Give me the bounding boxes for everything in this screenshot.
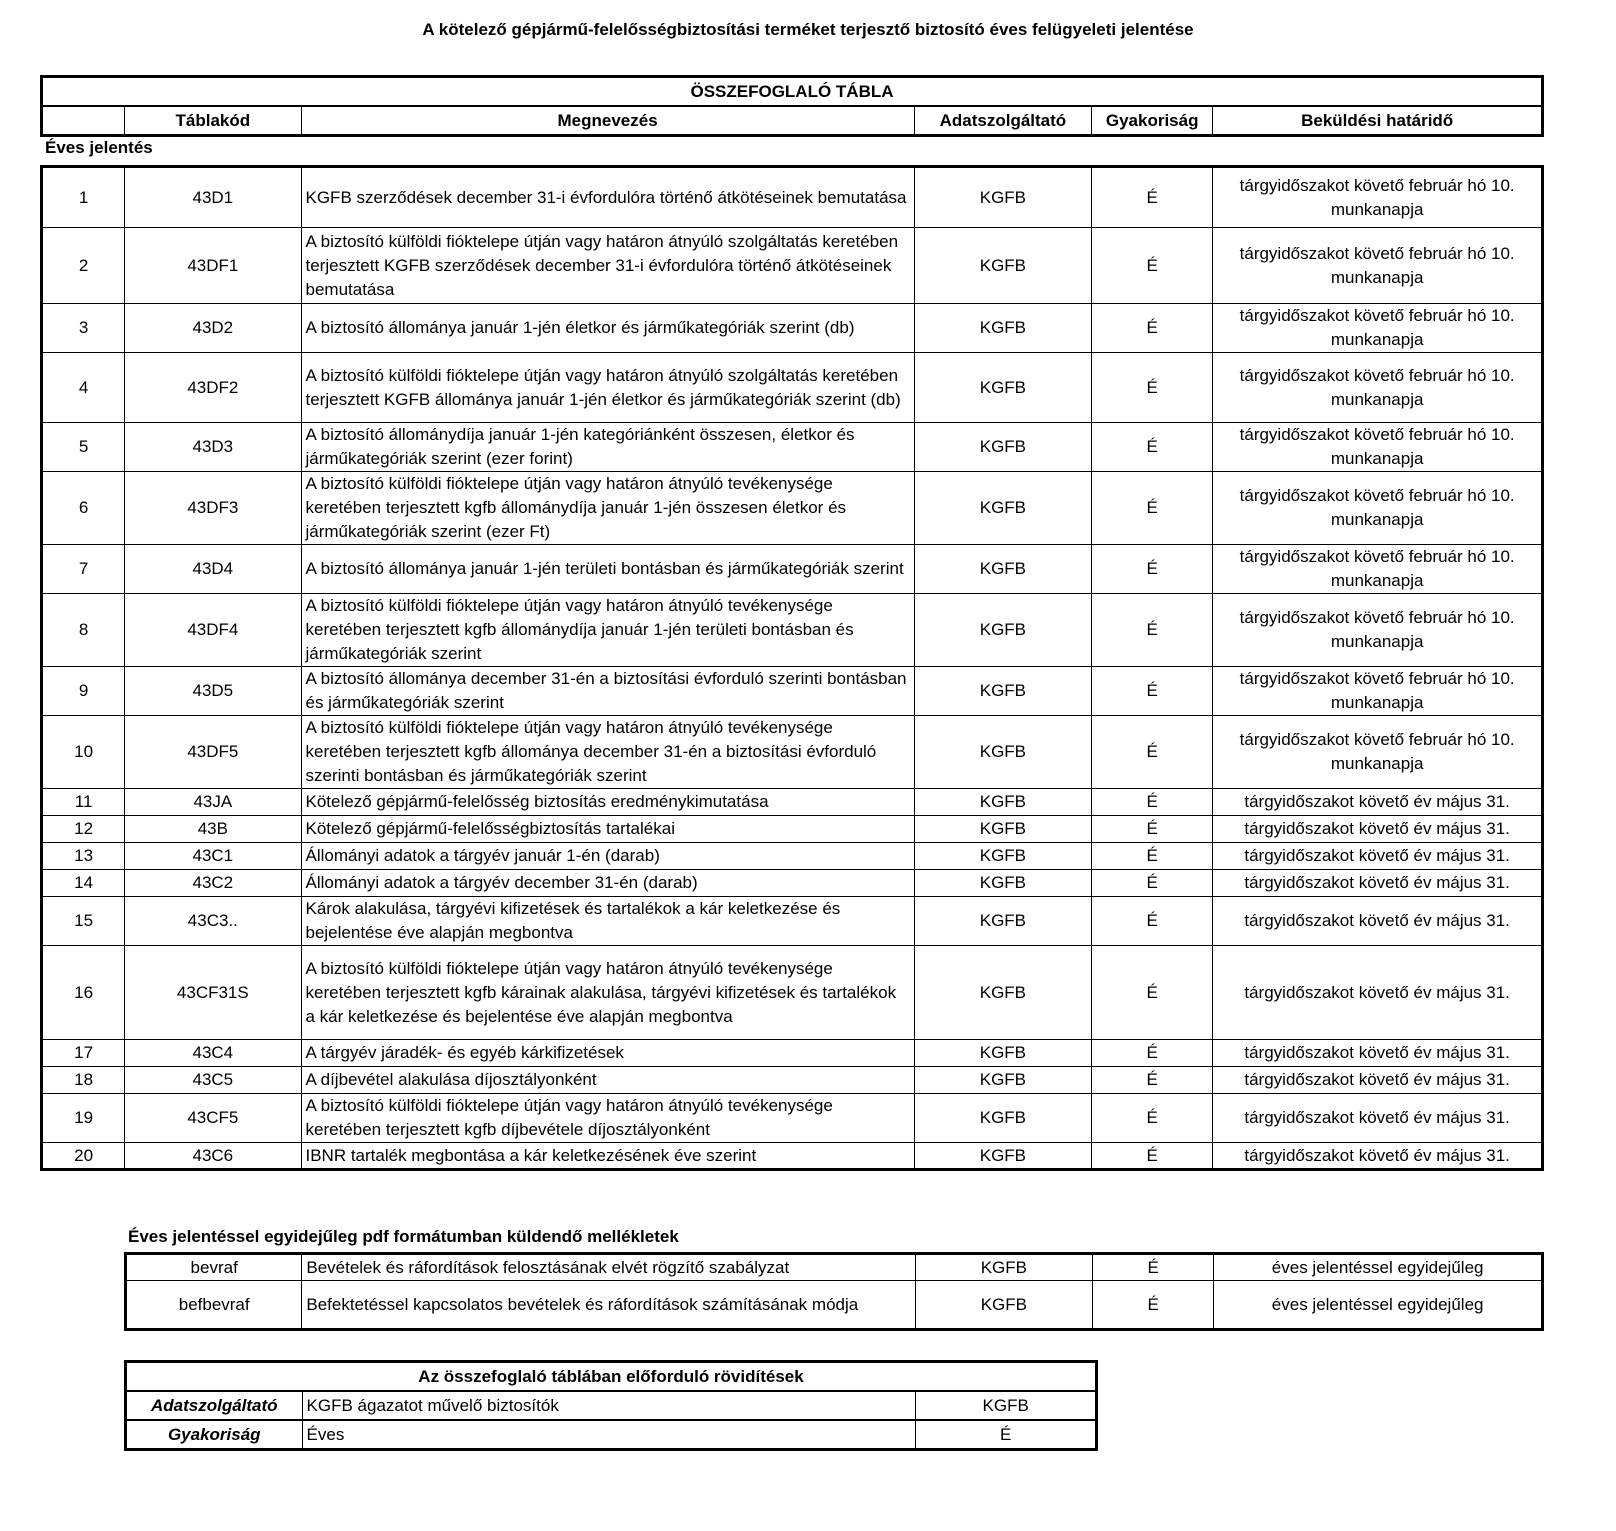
row-provider: KGFB — [914, 472, 1091, 545]
abbreviation-row — [126, 1391, 1097, 1420]
row-name: Kötelező gépjármű-felelősség biztosítás eredménykimutatása — [301, 789, 914, 816]
row-number: 8 — [42, 594, 125, 667]
row-provider: KGFB — [914, 353, 1091, 423]
row-provider: KGFB — [914, 423, 1091, 472]
row-deadline: tárgyidőszakot követő év május 31. — [1213, 1040, 1543, 1067]
row-number: 6 — [42, 472, 125, 545]
table-row — [42, 545, 1543, 594]
row-number: 15 — [42, 897, 125, 946]
table-row — [42, 716, 1543, 789]
row-table-code: 43DF5 — [125, 716, 301, 789]
row-name: A biztosító állománya január 1-jén területi bontásban és járműkategóriák szerint — [301, 545, 914, 594]
table-row — [42, 423, 1543, 472]
header-code: Táblakód — [125, 106, 301, 136]
row-number: 20 — [42, 1143, 125, 1170]
row-number: 4 — [42, 353, 125, 423]
row-provider: KGFB — [914, 946, 1091, 1040]
attachments-table — [124, 1252, 1544, 1331]
table-row — [42, 1143, 1543, 1170]
row-provider: KGFB — [914, 1067, 1091, 1094]
row-number: 19 — [42, 1094, 125, 1143]
row-frequency: É — [1092, 946, 1213, 1040]
table-row — [42, 1040, 1543, 1067]
abbreviation-row — [126, 1420, 1097, 1450]
row-deadline: tárgyidőszakot követő év május 31. — [1213, 843, 1543, 870]
attachment-code: bevraf — [126, 1254, 302, 1281]
row-table-code: 43CF5 — [125, 1094, 301, 1143]
row-name: Állományi adatok a tárgyév december 31-én (darab) — [301, 870, 914, 897]
attachment-provider: KGFB — [915, 1254, 1092, 1281]
table-row — [42, 1094, 1543, 1143]
table-row — [42, 472, 1543, 545]
row-frequency: É — [1092, 472, 1213, 545]
table-row — [42, 843, 1543, 870]
attachments-label: Éves jelentéssel egyidejűleg pdf formátumban küldendő mellékletek — [128, 1227, 679, 1246]
table-row — [42, 870, 1543, 897]
row-provider: KGFB — [914, 716, 1091, 789]
row-deadline: tárgyidőszakot követő február hó 10. munkanapja — [1213, 167, 1543, 228]
attachment-code: befbevraf — [126, 1281, 302, 1330]
row-provider: KGFB — [914, 304, 1091, 353]
row-name: A díjbevétel alakulása díjosztályonként — [301, 1067, 914, 1094]
abbreviation-description: KGFB ágazatot művelő biztosítók — [302, 1391, 916, 1420]
row-table-code: 43C4 — [125, 1040, 301, 1067]
row-table-code: 43DF2 — [125, 353, 301, 423]
summary-table-header — [40, 75, 1544, 137]
row-frequency: É — [1092, 228, 1213, 304]
abbreviation-code: KGFB — [916, 1391, 1097, 1420]
row-deadline: tárgyidőszakot követő február hó 10. munkanapja — [1213, 472, 1543, 545]
table-row — [42, 228, 1543, 304]
row-deadline: tárgyidőszakot követő év május 31. — [1213, 897, 1543, 946]
table-row — [42, 1067, 1543, 1094]
row-provider: KGFB — [914, 667, 1091, 716]
row-frequency: É — [1092, 716, 1213, 789]
row-name: A biztosító állománya december 31-én a biztosítási évforduló szerinti bontásban és járműkategóriák szerint — [301, 667, 914, 716]
row-table-code: 43C1 — [125, 843, 301, 870]
abbreviation-code: É — [916, 1420, 1097, 1450]
row-table-code: 43D4 — [125, 545, 301, 594]
row-deadline: tárgyidőszakot követő év május 31. — [1213, 1067, 1543, 1094]
row-frequency: É — [1092, 304, 1213, 353]
row-provider: KGFB — [914, 789, 1091, 816]
row-provider: KGFB — [914, 1094, 1091, 1143]
header-name: Megnevezés — [301, 106, 914, 136]
table-row — [42, 167, 1543, 228]
header-frequency: Gyakoriság — [1092, 106, 1213, 136]
attachment-row — [126, 1254, 1543, 1281]
row-name: A biztosító állománya január 1-jén életkor és járműkategóriák szerint (db) — [301, 304, 914, 353]
row-table-code: 43DF4 — [125, 594, 301, 667]
row-table-code: 43C3.. — [125, 897, 301, 946]
row-deadline: tárgyidőszakot követő év május 31. — [1213, 870, 1543, 897]
row-frequency: É — [1092, 594, 1213, 667]
attachment-frequency: É — [1093, 1254, 1214, 1281]
row-number: 5 — [42, 423, 125, 472]
row-frequency: É — [1092, 423, 1213, 472]
row-frequency: É — [1092, 545, 1213, 594]
row-number: 11 — [42, 789, 125, 816]
row-number: 7 — [42, 545, 125, 594]
row-table-code: 43D3 — [125, 423, 301, 472]
abbreviations-title: Az összefoglaló táblában előforduló rövidítések — [126, 1362, 1097, 1392]
row-frequency: É — [1092, 843, 1213, 870]
row-table-code: 43DF1 — [125, 228, 301, 304]
row-frequency: É — [1092, 1040, 1213, 1067]
row-name: A biztosító külföldi fióktelepe útján vagy határon átnyúló tevékenysége keretében terjesztett kgfb állománya december 31-én a biztosítási évforduló szerinti bontásban és járműkategóriák szerint — [301, 716, 914, 789]
table-row — [42, 789, 1543, 816]
row-table-code: 43C5 — [125, 1067, 301, 1094]
row-number: 13 — [42, 843, 125, 870]
table-row — [42, 816, 1543, 843]
row-name: A biztosító külföldi fióktelepe útján vagy határon átnyúló tevékenysége keretében terjesztett kgfb díjbevétele díjosztályonként — [301, 1094, 914, 1143]
row-name: A tárgyév járadék- és egyéb kárkifizetések — [301, 1040, 914, 1067]
row-deadline: tárgyidőszakot követő február hó 10. munkanapja — [1213, 716, 1543, 789]
row-name: Károk alakulása, tárgyévi kifizetések és tartalékok a kár keletkezése és bejelentése éve alapján megbontva — [301, 897, 914, 946]
row-table-code: 43D1 — [125, 167, 301, 228]
row-name: Kötelező gépjármű-felelősségbiztosítás tartalékai — [301, 816, 914, 843]
table-row — [42, 353, 1543, 423]
row-deadline: tárgyidőszakot követő február hó 10. munkanapja — [1213, 228, 1543, 304]
row-table-code: 43D2 — [125, 304, 301, 353]
row-provider: KGFB — [914, 167, 1091, 228]
row-provider: KGFB — [914, 594, 1091, 667]
row-number: 9 — [42, 667, 125, 716]
table-row — [42, 946, 1543, 1040]
abbreviation-description: Éves — [302, 1420, 916, 1450]
table-row — [42, 594, 1543, 667]
row-number: 12 — [42, 816, 125, 843]
header-num — [42, 106, 125, 136]
row-name: A biztosító állománydíja január 1-jén kategóriánként összesen, életkor és járműkategóriák szerint (ezer forint) — [301, 423, 914, 472]
table-row — [42, 667, 1543, 716]
row-table-code: 43DF3 — [125, 472, 301, 545]
abbreviation-term: Gyakoriság — [126, 1420, 303, 1450]
row-deadline: tárgyidőszakot követő február hó 10. munkanapja — [1213, 353, 1543, 423]
row-deadline: tárgyidőszakot követő február hó 10. munkanapja — [1213, 667, 1543, 716]
row-frequency: É — [1092, 167, 1213, 228]
row-name: A biztosító külföldi fióktelepe útján vagy határon átnyúló szolgáltatás keretében terjesztett KGFB állománya január 1-jén életkor és járműkategóriák szerint (db) — [301, 353, 914, 423]
row-number: 2 — [42, 228, 125, 304]
abbreviation-term: Adatszolgáltató — [126, 1391, 303, 1420]
row-table-code: 43D5 — [125, 667, 301, 716]
attachment-deadline: éves jelentéssel egyidejűleg — [1214, 1281, 1543, 1330]
row-deadline: tárgyidőszakot követő év május 31. — [1213, 946, 1543, 1040]
row-number: 17 — [42, 1040, 125, 1067]
row-frequency: É — [1092, 816, 1213, 843]
row-frequency: É — [1092, 667, 1213, 716]
row-provider: KGFB — [914, 1143, 1091, 1170]
row-frequency: É — [1092, 353, 1213, 423]
attachment-provider: KGFB — [915, 1281, 1092, 1330]
report-table — [40, 165, 1544, 1171]
document-title: A kötelező gépjármű-felelősségbiztosítási terméket terjesztő biztosító éves felügyeleti jelentése — [422, 20, 1194, 39]
row-frequency: É — [1092, 897, 1213, 946]
row-name: Állományi adatok a tárgyév január 1-én (darab) — [301, 843, 914, 870]
row-number: 10 — [42, 716, 125, 789]
attachment-deadline: éves jelentéssel egyidejűleg — [1214, 1254, 1543, 1281]
row-deadline: tárgyidőszakot követő év május 31. — [1213, 1143, 1543, 1170]
row-provider: KGFB — [914, 228, 1091, 304]
row-number: 14 — [42, 870, 125, 897]
row-deadline: tárgyidőszakot követő február hó 10. munkanapja — [1213, 594, 1543, 667]
section-label-annual-report: Éves jelentés — [45, 138, 153, 157]
row-deadline: tárgyidőszakot követő február hó 10. munkanapja — [1213, 545, 1543, 594]
attachment-name: Befektetéssel kapcsolatos bevételek és ráfordítások számításának módja — [302, 1281, 915, 1330]
row-table-code: 43C2 — [125, 870, 301, 897]
row-deadline: tárgyidőszakot követő február hó 10. munkanapja — [1213, 423, 1543, 472]
row-table-code: 43B — [125, 816, 301, 843]
row-number: 3 — [42, 304, 125, 353]
row-provider: KGFB — [914, 870, 1091, 897]
row-table-code: 43CF31S — [125, 946, 301, 1040]
attachment-row — [126, 1281, 1543, 1330]
row-number: 18 — [42, 1067, 125, 1094]
row-provider: KGFB — [914, 897, 1091, 946]
row-frequency: É — [1092, 789, 1213, 816]
row-deadline: tárgyidőszakot követő év május 31. — [1213, 1094, 1543, 1143]
row-frequency: É — [1092, 1067, 1213, 1094]
row-provider: KGFB — [914, 545, 1091, 594]
row-provider: KGFB — [914, 1040, 1091, 1067]
row-name: A biztosító külföldi fióktelepe útján vagy határon átnyúló tevékenysége keretében terjesztett kgfb állománydíja január 1-jén területi bontásban és járműkategóriák szerint — [301, 594, 914, 667]
header-deadline: Beküldési határidő — [1213, 106, 1543, 136]
row-deadline: tárgyidőszakot követő év május 31. — [1213, 816, 1543, 843]
row-table-code: 43JA — [125, 789, 301, 816]
row-frequency: É — [1092, 870, 1213, 897]
row-name: A biztosító külföldi fióktelepe útján vagy határon átnyúló tevékenysége keretében terjesztett kgfb kárainak alakulása, tárgyévi kifizetések és tartalékok a kár keletkezése és bejelentése éve alapján megbontva — [301, 946, 914, 1040]
row-name: A biztosító külföldi fióktelepe útján vagy határon átnyúló szolgáltatás keretében terjesztett KGFB szerződések december 31-i évfordulóra történő átkötéseinek bemutatása — [301, 228, 914, 304]
row-name: A biztosító külföldi fióktelepe útján vagy határon átnyúló tevékenysége keretében terjesztett kgfb állománydíja január 1-jén összesen életkor és járműkategóriák szerint (ezer Ft) — [301, 472, 914, 545]
row-name: KGFB szerződések december 31-i évfordulóra történő átkötéseinek bemutatása — [301, 167, 914, 228]
row-deadline: tárgyidőszakot követő február hó 10. munkanapja — [1213, 304, 1543, 353]
table-row — [42, 304, 1543, 353]
table-row — [42, 897, 1543, 946]
row-provider: KGFB — [914, 843, 1091, 870]
row-provider: KGFB — [914, 816, 1091, 843]
row-frequency: É — [1092, 1094, 1213, 1143]
row-name: IBNR tartalék megbontása a kár keletkezésének éve szerint — [301, 1143, 914, 1170]
row-deadline: tárgyidőszakot követő év május 31. — [1213, 789, 1543, 816]
row-table-code: 43C6 — [125, 1143, 301, 1170]
row-number: 16 — [42, 946, 125, 1040]
abbreviations-table — [124, 1360, 1098, 1451]
row-number: 1 — [42, 167, 125, 228]
attachment-name: Bevételek és ráfordítások felosztásának elvét rögzítő szabályzat — [302, 1254, 915, 1281]
attachment-frequency: É — [1093, 1281, 1214, 1330]
summary-table-title: ÖSSZEFOGLALÓ TÁBLA — [42, 77, 1543, 107]
header-provider: Adatszolgáltató — [914, 106, 1091, 136]
row-frequency: É — [1092, 1143, 1213, 1170]
